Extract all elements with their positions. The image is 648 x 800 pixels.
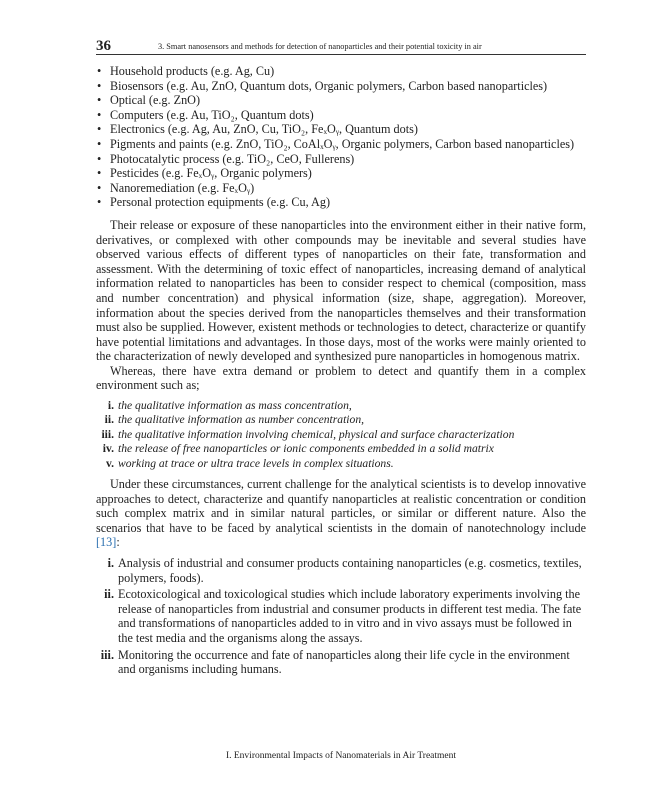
running-title: 3. Smart nanosensors and methods for detection of nanoparticles and their potential toxicity in air [158, 42, 482, 51]
roman-list-item: iii. the qualitative information involving chemical, physical and surface characterization [101, 427, 515, 441]
bullet-item: • Pigments and paints (e.g. ZnO, TiO₂, CoAlₓOᵧ, Organic polymers, Carbon based nanoparticles) [97, 136, 575, 151]
paragraph-extra-demand: Whereas, there have extra demand or problem to detect and quantify them in a complex environment such as; [96, 363, 586, 393]
roman-list-item: i. the qualitative information as mass concentration, [107, 399, 352, 413]
roman-list-item: iv. the release of free nanoparticles or ionic components embedded in a solid matrix [102, 442, 494, 456]
bullet-item: • Computers (e.g. Au, TiO₂, Quantum dots) [97, 107, 314, 122]
citation-link[interactable]: [13] [96, 535, 117, 550]
page-number: 36 [96, 38, 111, 54]
scenario-item: ii. Ecotoxicological and toxicological studies which include laboratory experiments involving the release of nanoparticles from industrial and consumer products in different test media. The fate and transformations of nanoparticles added to in vitro and in vivo assays must be followed in the test media and the organisms along the assays. [104, 587, 582, 646]
requirements-roman-list [96, 399, 586, 471]
bullet-item: • Photocatalytic process (e.g. TiO₂, CeO, Fullerens) [97, 151, 355, 166]
bullet-item: • Pesticides (e.g. FeₓOᵧ, Organic polymers) [97, 166, 312, 181]
paragraph-release-exposure: Their release or exposure of these nanoparticles into the environment either in their native form, derivatives, or complexed with other compounds may be inevitable and several studies have observed various effects of different types of nanoparticles on their fate, transformation and assessment. With the determining of toxic effect of nanoparticles, increasing demand of analytical information related to nanoparticles has been to consider respect to chemical (composition, mass and number concentration) and physical information (size, shape, aggregation). Moreover, information about the species derived from the nanoparticles themselves and their transformation must also be supplied. However, existent methods or technologies to detect, characterize or quantify have potential limitations and advantages. In those days, most of the works were mainly oriented to the characterization of newly developed and synthesized pure nanoparticles in homogenous matrix. [96, 217, 586, 364]
scenario-item: i. Analysis of industrial and consumer products containing nanoparticles (e.g. cosmetics, textiles, polymers, foods). [107, 556, 582, 585]
application-bullet-list [96, 64, 586, 210]
header-rule [96, 54, 586, 55]
scenario-item: iii. Monitoring the occurrence and fate of nanoparticles along their life cycle in the environment and organisms including humans. [100, 647, 570, 677]
scenarios-numbered-list [96, 556, 586, 677]
body-content [96, 64, 586, 679]
roman-list-item: v. working at trace or ultra trace levels in complex situations. [105, 456, 394, 470]
bullet-item: • Biosensors (e.g. Au, ZnO, Quantum dots, Organic polymers, Carbon based nanoparticles) [97, 78, 548, 93]
bullet-item: • Personal protection equipments (e.g. Cu, Ag) [97, 195, 331, 210]
roman-list-item: ii. the qualitative information as number concentration, [104, 413, 365, 427]
bullet-item: • Household products (e.g. Ag, Cu) [97, 64, 275, 78]
bullet-item: • Electronics (e.g. Ag, Au, ZnO, Cu, TiO₂, FeₓOᵧ, Quantum dots) [97, 122, 418, 137]
bullet-item: • Optical (e.g. ZnO) [97, 93, 201, 108]
page-header [96, 24, 586, 54]
page-footer: I. Environmental Impacts of Nanomaterials in Air Treatment [225, 751, 457, 761]
bullet-item: • Nanoremediation (e.g. FeₓOᵧ) [97, 180, 255, 195]
paragraph-circumstances: Under these circumstances, current challenge for the analytical scientists is to develop innovative approaches to detect, characterize and quantify nanoparticles at realistic concentration or condition such complex matrix and in similar natural particles, or similar or different nature. Also the scenarios that have to be faced by analytical scientists in the domain of nanotechnology include [13]: [96, 477, 586, 550]
